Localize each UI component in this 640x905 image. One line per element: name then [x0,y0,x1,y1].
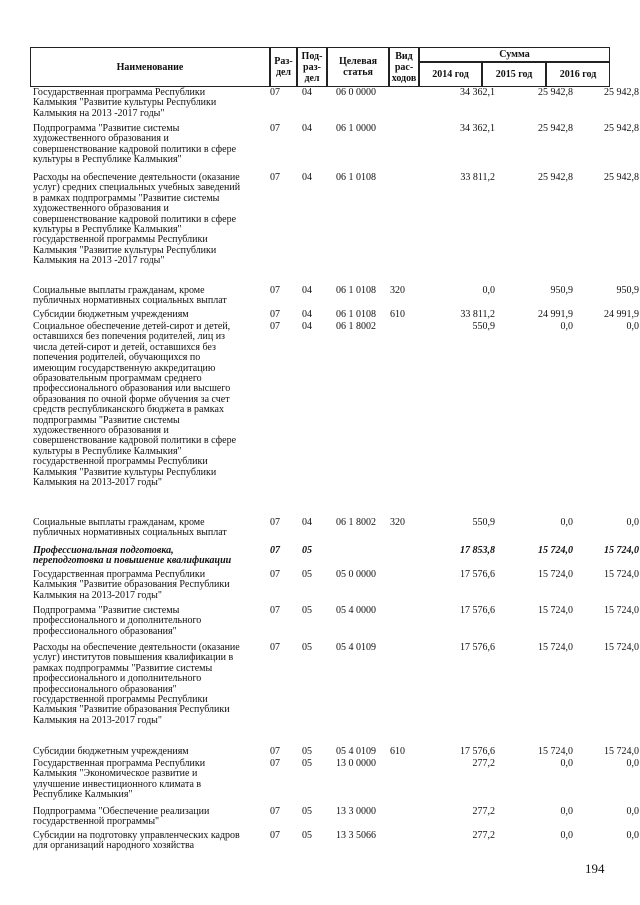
row-2016: 15 724,0 [604,545,639,556]
row-2016: 15 724,0 [604,605,639,616]
row-target: 06 1 0108 [336,172,376,183]
row-podrazdel: 04 [302,87,312,98]
row-podrazdel: 04 [302,309,312,320]
row-2016: 0,0 [626,758,639,769]
row-2015: 25 942,8 [538,172,573,183]
row-podrazdel: 05 [302,545,312,556]
row-name: Субсидии на подготовку управленческих кадров для организаций народного хозяйства [33,830,240,852]
row-podrazdel: 05 [302,746,312,757]
row-2015: 0,0 [560,758,573,769]
row-2016: 15 724,0 [604,642,639,653]
row-razdel: 07 [270,321,280,332]
row-vid: 320 [390,285,405,296]
row-razdel: 07 [270,746,280,757]
row-razdel: 07 [270,545,280,556]
row-2014: 277,2 [472,758,495,769]
row-target: 05 4 0109 [336,746,376,757]
header-2015: 2015 год [482,62,546,87]
row-2015: 15 724,0 [538,545,573,556]
row-2015: 0,0 [560,830,573,841]
header-2014: 2014 год [419,62,482,87]
table-header [30,47,610,87]
row-2016: 25 942,8 [604,123,639,134]
row-name: Субсидии бюджетным учреждениям [33,746,189,757]
row-2016: 15 724,0 [604,569,639,580]
header-target: Целевая статья [327,47,389,87]
row-2014: 550,9 [472,517,495,528]
row-name: Государственная программа Республики Калмыкия "Развитие образования Республики Калмыкия на 2013-2017 годы" [33,569,230,601]
row-name: Расходы на обеспечение деятельности (оказание услуг) средних специальных учебных заведений в рамках подпрограммы "Развитие системы художественного образования и совершенствование кадровой политики в сфере культуры в Республике Калмыкия" государственной программы Республики Калмыкия "Развитие культуры Республики Калмыкия на 2013 -2017 годы" [33,172,241,267]
row-vid: 610 [390,746,405,757]
row-2015: 15 724,0 [538,746,573,757]
row-target: 13 3 5066 [336,830,376,841]
row-target: 05 0 0000 [336,569,376,580]
row-name: Социальное обеспечение детей-сирот и детей, оставшихся без попечения родителей, лиц из числа детей-сирот и детей, оставшихся без попечения родителей, обучающихся по имеющим государственную аккредитацию образовательным программам среднего профессионального образования или высшего образования по очной форме обучения за счет средств республиканского бюджета в рамках подпрограммы "Развитие системы художественного образования и совершенствование кадровой политики в сфере культуры в Республике Калмыкия" государственной программы Республики Калмыкия "Развитие культуры Республики Калмыкия на 2013-2017 годы" [33,321,237,489]
row-razdel: 07 [270,642,280,653]
row-2016: 25 942,8 [604,87,639,98]
row-razdel: 07 [270,172,280,183]
row-target: 06 1 0000 [336,123,376,134]
row-2014: 33 811,2 [460,309,495,320]
row-2014: 33 811,2 [460,172,495,183]
row-2014: 17 576,6 [460,642,495,653]
row-2015: 950,9 [550,285,573,296]
header-podrazdel: Под- раз- дел [297,47,327,87]
row-2014: 17 853,8 [460,545,495,556]
row-2014: 34 362,1 [460,87,495,98]
row-2014: 550,9 [472,321,495,332]
row-razdel: 07 [270,123,280,134]
row-2016: 24 991,9 [604,309,639,320]
row-podrazdel: 04 [302,517,312,528]
header-vid: Вид рас- ходов [389,47,419,87]
row-vid: 610 [390,309,405,320]
row-target: 05 4 0109 [336,642,376,653]
row-name: Социальные выплаты гражданам, кроме публичных нормативных социальных выплат [33,517,227,539]
row-target: 06 1 0108 [336,285,376,296]
row-2015: 24 991,9 [538,309,573,320]
row-target: 13 0 0000 [336,758,376,769]
row-razdel: 07 [270,285,280,296]
row-name: Подпрограмма "Развитие системы профессионального и дополнительного профессионального образования" [33,605,202,637]
row-podrazdel: 04 [302,285,312,296]
row-razdel: 07 [270,87,280,98]
row-target: 06 0 0000 [336,87,376,98]
row-2014: 277,2 [472,806,495,817]
row-razdel: 07 [270,830,280,841]
row-podrazdel: 05 [302,758,312,769]
row-podrazdel: 04 [302,123,312,134]
row-podrazdel: 04 [302,321,312,332]
row-2014: 17 576,6 [460,605,495,616]
header-razdel: Раз- дел [270,47,297,87]
row-2014: 34 362,1 [460,123,495,134]
row-razdel: 07 [270,605,280,616]
row-podrazdel: 05 [302,569,312,580]
row-target: 05 4 0000 [336,605,376,616]
row-2015: 0,0 [560,806,573,817]
row-2016: 0,0 [626,806,639,817]
row-2016: 0,0 [626,830,639,841]
row-2016: 25 942,8 [604,172,639,183]
row-razdel: 07 [270,309,280,320]
header-sum: Сумма [419,47,610,62]
row-razdel: 07 [270,758,280,769]
row-podrazdel: 05 [302,806,312,817]
row-podrazdel: 05 [302,605,312,616]
row-2015: 15 724,0 [538,605,573,616]
row-vid: 320 [390,517,405,528]
header-name: Наименование [30,47,270,87]
row-2015: 0,0 [560,321,573,332]
row-2015: 25 942,8 [538,123,573,134]
row-name: Подпрограмма "Обеспечение реализации государственной программы" [33,806,210,828]
row-2015: 25 942,8 [538,87,573,98]
row-target: 06 1 8002 [336,517,376,528]
row-2014: 0,0 [482,285,495,296]
row-name: Профессиональная подготовка, переподготовка и повышение квалификации [33,545,232,567]
row-name: Социальные выплаты гражданам, кроме публичных нормативных социальных выплат [33,285,227,307]
row-2016: 0,0 [626,517,639,528]
row-name: Расходы на обеспечение деятельности (оказание услуг) институтов повышения квалификации в рамках подпрограммы "Развитие системы профессионального и дополнительного профессионального образования" государственной программы Республики Калмыкия "Развитие образования Республики Калмыкия на 2013-2017 годы" [33,642,240,726]
header-2016: 2016 год [546,62,610,87]
row-name: Субсидии бюджетным учреждениям [33,309,189,320]
row-2014: 17 576,6 [460,746,495,757]
row-podrazdel: 04 [302,172,312,183]
row-2015: 15 724,0 [538,642,573,653]
row-2016: 950,9 [616,285,639,296]
row-name: Государственная программа Республики Калмыкия "Развитие культуры Республики Калмыкия на 2013 -2017 годы" [33,87,217,119]
row-target: 06 1 8002 [336,321,376,332]
row-2014: 17 576,6 [460,569,495,580]
row-2014: 277,2 [472,830,495,841]
row-podrazdel: 05 [302,830,312,841]
row-2015: 15 724,0 [538,569,573,580]
row-razdel: 07 [270,569,280,580]
row-target: 13 3 0000 [336,806,376,817]
row-podrazdel: 05 [302,642,312,653]
row-target: 06 1 0108 [336,309,376,320]
row-2015: 0,0 [560,517,573,528]
row-2016: 0,0 [626,321,639,332]
row-razdel: 07 [270,806,280,817]
row-razdel: 07 [270,517,280,528]
row-2016: 15 724,0 [604,746,639,757]
row-name: Государственная программа Республики Калмыкия "Экономическое развитие и улучшение инвестиционного климата в Республике Калмыкия" [33,758,206,801]
row-name: Подпрограмма "Развитие системы художественного образования и совершенствование кадровой политики в сфере культуры в Республике Калмыкия" [33,123,237,166]
page-number: 194 [585,861,605,876]
